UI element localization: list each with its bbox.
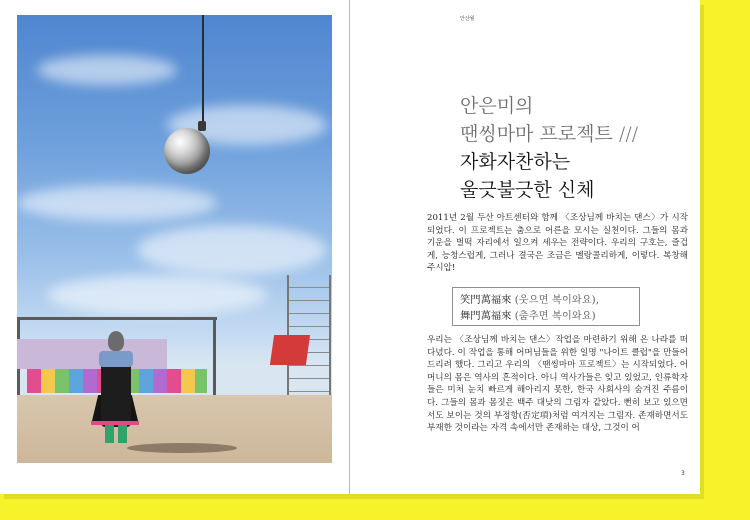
red-banner (270, 335, 310, 365)
quote-box (452, 287, 640, 326)
page-number: 3 (681, 470, 685, 477)
quote-line-2: 舞門萬福來 (춤추면 복이와요) (460, 310, 596, 322)
paragraph-1: 2011년 2월 두산 아트센터와 함께 〈조상님께 바치는 댄스〉가 시작되었다. 이 프로젝트는 춤으로 어른을 모시는 실천이다. 그들의 몸과 기운을 벌떡 자리에서 일으켜 세우는 전략이다. 우리의 구호는, 즐겁게, 능청스럽게, 그러나 결국은 조금은 멜랑콜리하게, 이렇다. 복창해주시압! (427, 213, 688, 274)
left-page (0, 0, 349, 494)
title-line-1: 안은미의 (460, 95, 534, 117)
paragraph-2: 우리는 〈조상님께 바치는 댄스〉작업을 마련하기 위해 온 나라를 떠다녔다. 이 작업을 통해 어머님들을 위한 일명 "나이트 클럽"을 만들어 드리려 했다. 그리고 우리의 〈땐씽마마 프로젝트〉는 시작되었다. 어머니의 몸은 역사의 흔적이다. 아니 역사가들은 잊고 있었고, 인류학자들은 미처 눈치 빠르게 해아리지 못한, 한국 사회사의 숨겨진 주름이다. 그들의 몸과 몸짓은 백주 대낮의 그림자 같았다. 뻔히 보고 있으면서도 보이는 것의 부정항(否定項)처럼 여겨지는 그림자. 존재하면서도 부재한 것이라는 자격 속에서만 존재하는 대상, 그것이 어 (427, 335, 688, 434)
title-line-3: 자화자찬하는 (460, 151, 571, 173)
title-line-4: 울긋불긋한 신체 (460, 179, 595, 201)
quote-line-1: 笑門萬福來 (웃으면 복이와요), (460, 294, 599, 306)
crane-wire (202, 15, 204, 127)
photo-disco-ball-festival (17, 15, 332, 463)
right-page (350, 0, 700, 494)
disco-ball (164, 128, 210, 174)
article-title (460, 92, 638, 204)
title-line-2: 땐씽마마 프로젝트 /// (460, 123, 639, 145)
running-head: 안산월 (460, 16, 475, 22)
